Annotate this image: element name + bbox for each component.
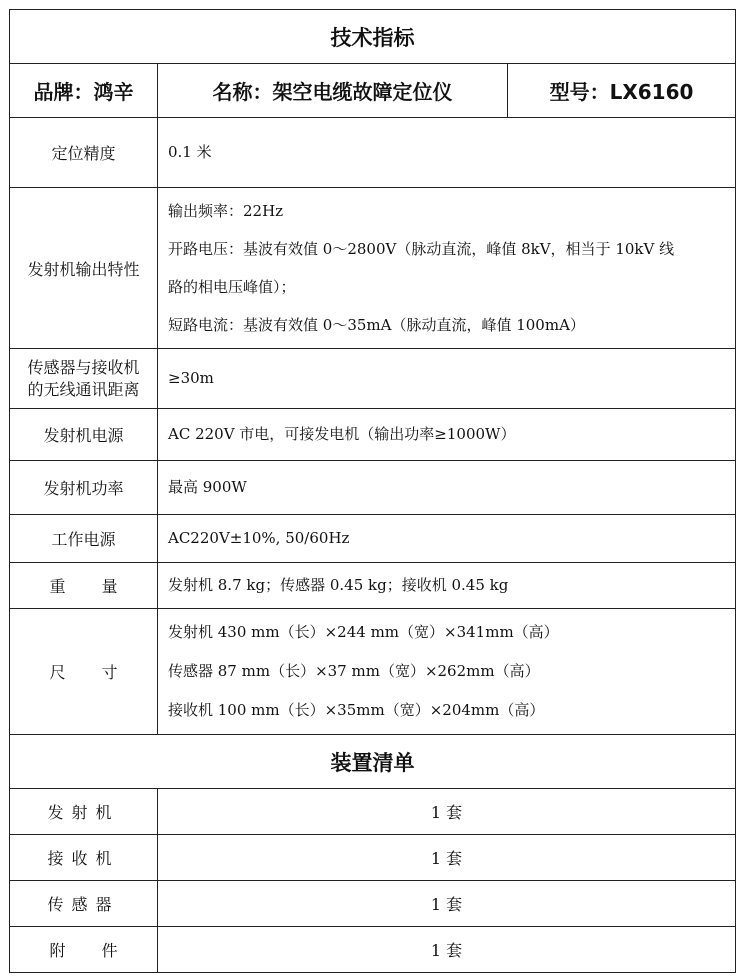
spec-value xyxy=(158,563,736,609)
spec-label: 发射机电源 xyxy=(10,409,158,461)
packing-qty: 1 套 xyxy=(158,789,736,835)
spec-value xyxy=(158,609,736,735)
spec-label-line: 传感器与接收机 xyxy=(27,357,140,377)
spec-value xyxy=(158,515,736,563)
packing-row xyxy=(10,881,736,927)
spec-label: 重量 xyxy=(10,563,158,609)
spec-value xyxy=(158,118,736,188)
spec-value-line: 发射机 8.7 kg；传感器 0.45 kg；接收机 0.45 kg xyxy=(168,576,509,594)
spec-value-line: 路的相电压峰值）； xyxy=(168,278,296,296)
spec-label: 尺寸 xyxy=(10,609,158,735)
section-title-packing-list: 装置清单 xyxy=(10,735,736,789)
spec-value-line: 输出频率：22Hz xyxy=(168,202,284,220)
packing-qty: 1 套 xyxy=(158,927,736,973)
packing-item: 发射机 xyxy=(10,789,158,835)
packing-row xyxy=(10,789,736,835)
spec-value-line: 发射机 430 mm（长）×244 mm（宽）×341mm（高） xyxy=(168,623,559,641)
spec-value xyxy=(158,409,736,461)
packing-qty: 1 套 xyxy=(158,835,736,881)
spec-value-line: ≥30m xyxy=(168,369,214,387)
packing-item: 传感器 xyxy=(10,881,158,927)
spec-label: 定位精度 xyxy=(10,118,158,188)
packing-row xyxy=(10,835,736,881)
brand-cell: 品牌：鸿辛 xyxy=(10,64,158,118)
spec-row-wireless-range xyxy=(10,349,736,409)
model-cell: 型号：LX6160 xyxy=(508,64,736,118)
spec-row-transmitter-power-source xyxy=(10,409,736,461)
spec-row-operating-power xyxy=(10,515,736,563)
spec-value xyxy=(158,349,736,409)
spec-row-transmitter-power xyxy=(10,461,736,515)
spec-value-line: 传感器 87 mm（长）×37 mm（宽）×262mm（高） xyxy=(168,662,540,680)
product-name-cell: 名称：架空电缆故障定位仪 xyxy=(158,64,508,118)
section-title-specs: 技术指标 xyxy=(10,10,736,64)
spec-table xyxy=(9,9,736,973)
packing-qty: 1 套 xyxy=(158,881,736,927)
spec-row-dimensions xyxy=(10,609,736,735)
packing-item: 接收机 xyxy=(10,835,158,881)
spec-row-transmitter-output xyxy=(10,188,736,349)
spec-value-line: 接收机 100 mm（长）×35mm（宽）×204mm（高） xyxy=(168,701,545,719)
spec-label: 发射机输出特性 xyxy=(10,188,158,349)
spec-value-line: 最高 900W xyxy=(168,478,247,496)
spec-label-line: 的无线通讯距离 xyxy=(27,379,140,399)
spec-value xyxy=(158,188,736,349)
spec-label: 发射机功率 xyxy=(10,461,158,515)
spec-value-line: 短路电流：基波有效值 0～35mA（脉动直流，峰值 100mA） xyxy=(168,316,585,334)
spec-value-line: 0.1 米 xyxy=(168,143,212,161)
spec-value-line: 开路电压：基波有效值 0～2800V（脉动直流，峰值 8kV，相当于 10kV 线 xyxy=(168,240,675,258)
spec-value-line: AC 220V 市电，可接发电机（输出功率≥1000W） xyxy=(168,425,516,443)
packing-row xyxy=(10,927,736,973)
spec-value-line: AC220V±10%, 50/60Hz xyxy=(168,529,350,547)
packing-item: 附件 xyxy=(10,927,158,973)
spec-label xyxy=(10,349,158,409)
spec-value xyxy=(158,461,736,515)
spec-row-weight xyxy=(10,563,736,609)
spec-label: 工作电源 xyxy=(10,515,158,563)
spec-row-accuracy xyxy=(10,118,736,188)
